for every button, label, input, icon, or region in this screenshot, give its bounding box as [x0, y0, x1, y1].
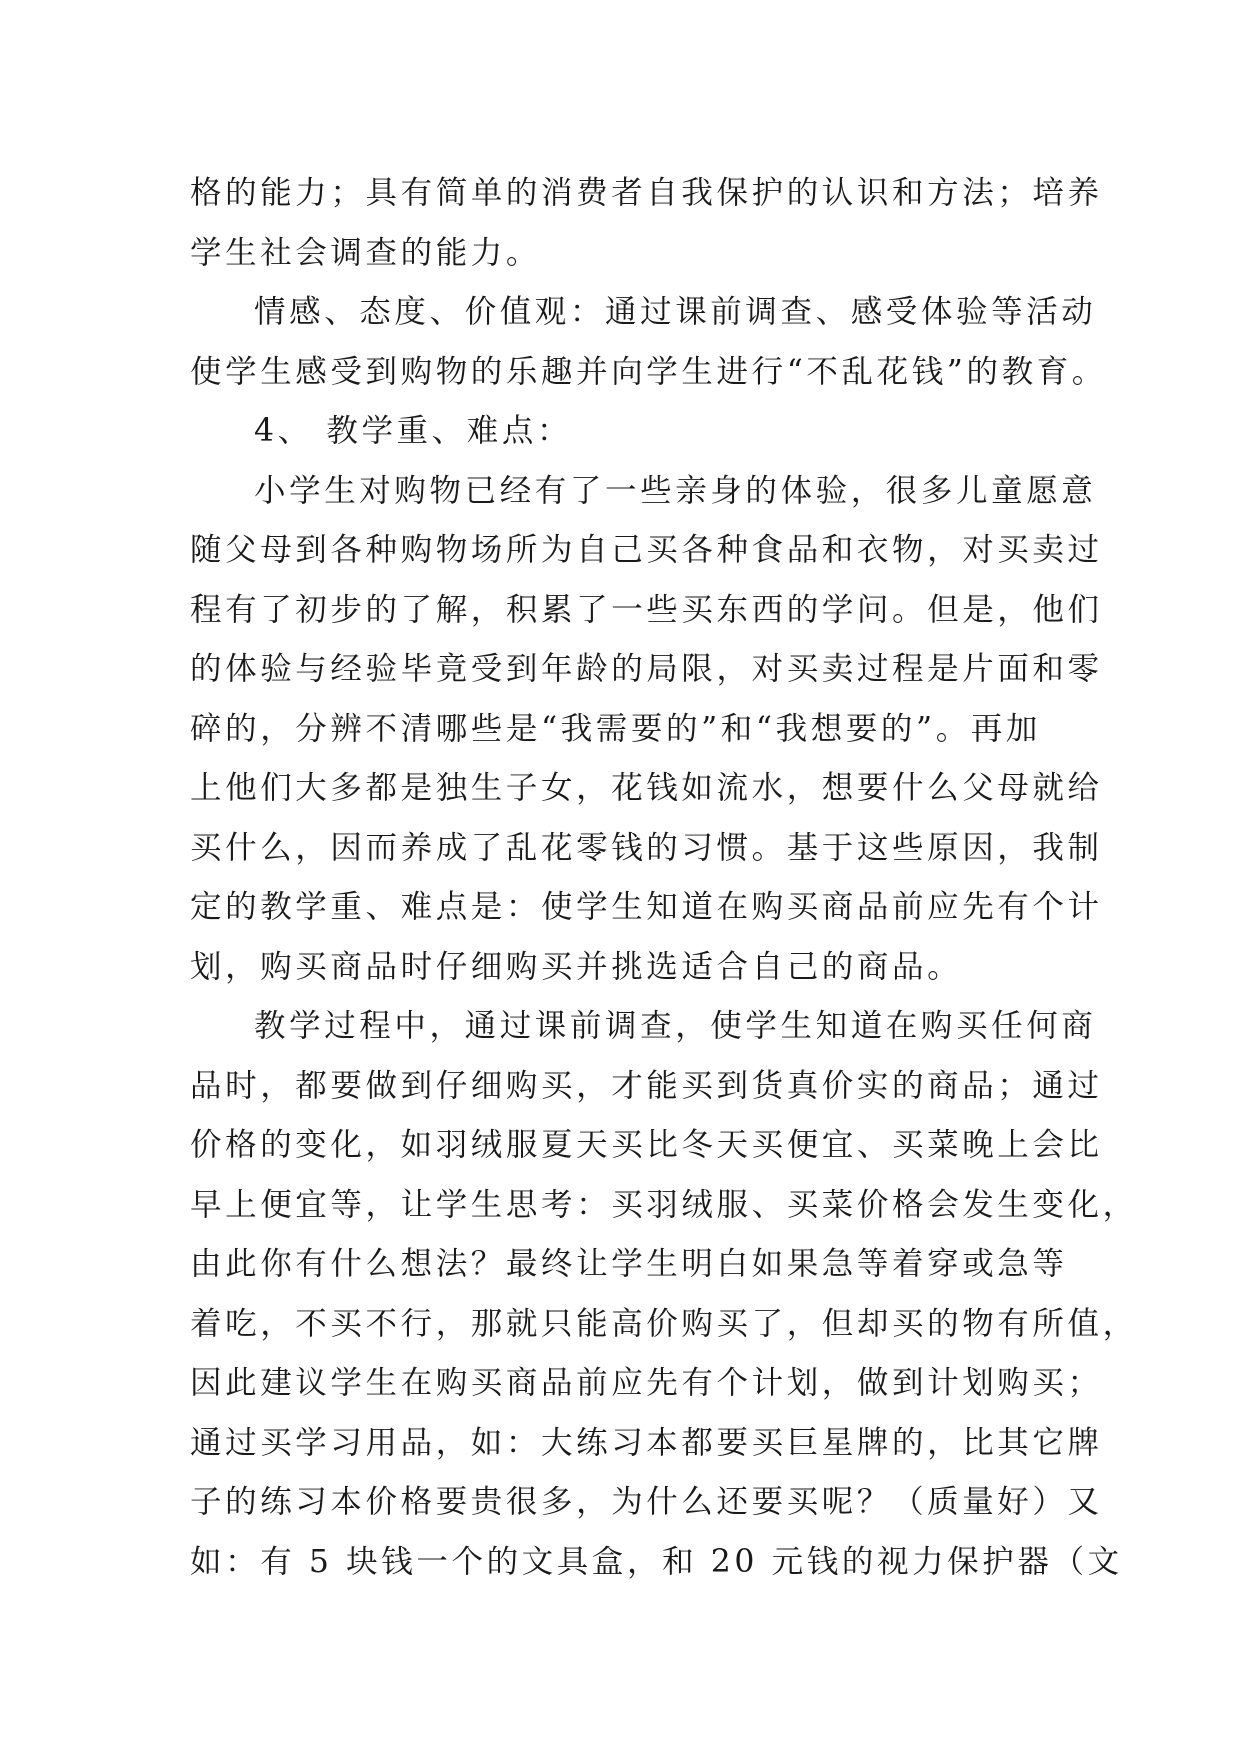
text-line: 划，购买商品时仔细购买并挑选适合自己的商品。 — [190, 948, 963, 985]
text-line: 价格的变化，如羽绒服夏天买比冬天买便宜、买菜晚上会比 — [190, 1127, 1103, 1163]
text-line: 教学过程中，通过课前调查，使学生知道在购买任何商 — [254, 1008, 1097, 1044]
text-line: 的体验与经验毕竟受到年龄的局限，对买卖过程是片面和零 — [190, 651, 1103, 687]
text-line: 格的能力；具有简单的消费者自我保护的认识和方法；培养 — [190, 175, 1103, 211]
text-line: 定的教学重、难点是：使学生知道在购买商品前应先有个计 — [190, 889, 1103, 925]
text-line: 买什么，因而养成了乱花零钱的习惯。基于这些原因，我制 — [190, 829, 1103, 866]
document-page — [190, 164, 1138, 1592]
text-line: 情感、态度、价值观：通过课前调查、感受体验等活动 — [254, 294, 1097, 330]
text-line: 学生社会调查的能力。 — [190, 234, 542, 271]
text-line: 早上便宜等，让学生思考：买羽绒服、买菜价格会发生变化， — [190, 1186, 1138, 1223]
section-heading: 4、 教学重、难点： — [254, 413, 573, 449]
text-line: 由此你有什么想法？最终让学生明白如果急等着穿或急等 — [190, 1246, 1068, 1282]
text-line: 子的练习本价格要贵很多，为什么还要买呢？（质量好）又 — [190, 1484, 1103, 1520]
text-line: 使学生感受到购物的乐趣并向学生进行“不乱花钱”的教育。 — [190, 353, 1107, 390]
text-line: 着吃，不买不行，那就只能高价购买了，但却买的物有所值， — [190, 1305, 1138, 1342]
text-line: 品时，都要做到仔细购买，才能买到货真价实的商品；通过 — [190, 1067, 1103, 1104]
text-line: 通过买学习用品，如：大练习本都要买巨星牌的，比其它牌 — [190, 1424, 1103, 1461]
text-line: 碎的，分辨不清哪些是“我需要的”和“我想要的”。再加 — [190, 710, 1042, 747]
text-line: 如：有 5 块钱一个的文具盒，和 20 元钱的视力保护器（文 — [190, 1543, 1123, 1580]
text-line: 小学生对购物已经有了一些亲身的体验，很多儿童愿意 — [254, 472, 1097, 509]
text-line: 上他们大多都是独生子女，花钱如流水，想要什么父母就给 — [190, 770, 1103, 806]
text-line: 程有了初步的了解，积累了一些买东西的学问。但是，他们 — [190, 591, 1103, 628]
text-line: 因此建议学生在购买商品前应先有个计划，做到计划购买； — [190, 1365, 1103, 1401]
text-line: 随父母到各种购物场所为自己买各种食品和衣物，对买卖过 — [190, 532, 1103, 568]
